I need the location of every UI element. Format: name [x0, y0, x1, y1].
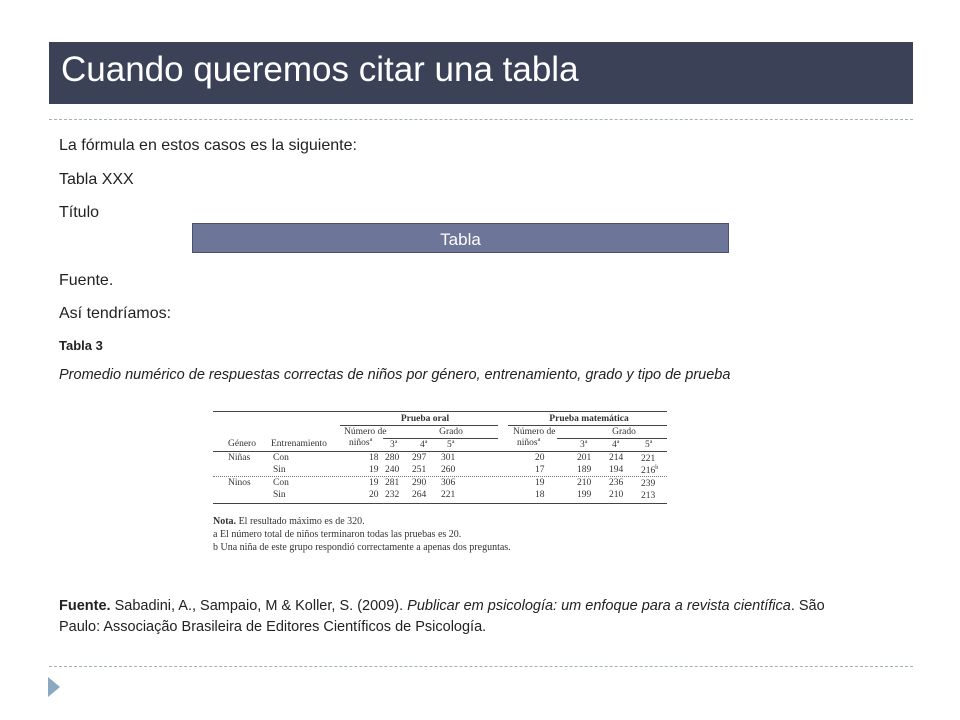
cell-n-oral: 19	[369, 478, 379, 488]
intro-text: La fórmula en estos casos es la siguiente:	[59, 137, 357, 154]
header-grado-mat: Grado	[612, 427, 636, 437]
cell-n-oral: 18	[369, 453, 379, 463]
cell-mat-4: 210	[609, 490, 624, 500]
group-header-oral: Prueba oral	[400, 414, 450, 424]
cell-mat-3: 210	[577, 478, 592, 488]
cell-entrenamiento: Sin	[273, 465, 286, 475]
group-header-mat: Prueba matemática	[549, 414, 629, 424]
cell-entrenamiento: Con	[273, 478, 289, 488]
header-mat-3: 3ª	[580, 440, 588, 450]
header-oral-3: 3ª	[390, 440, 398, 450]
cell-mat-4: 214	[609, 453, 624, 463]
oral-grado-rule	[383, 438, 498, 439]
header-numero-oral-1: Número de	[344, 427, 387, 437]
titulo-text: Título	[59, 204, 100, 221]
cell-n-mat: 18	[535, 490, 545, 500]
header-oral-5: 5ª	[447, 440, 455, 450]
source-authors: Sabadini, A., Sampaio, M & Koller, S. (2009).	[110, 598, 408, 614]
header-entrenamiento: Entrenamiento	[271, 439, 327, 449]
cell-n-mat: 19	[535, 478, 545, 488]
top-divider	[49, 119, 913, 120]
cell-oral-4: 297	[412, 453, 427, 463]
cell-oral-3: 281	[385, 478, 400, 488]
note-main: Nota. El resultado máximo es de 320.	[213, 516, 365, 527]
fuente-text: Fuente.	[59, 272, 114, 289]
note-b: b Una niña de este grupo respondió correctamente a apenas dos preguntas.	[213, 542, 511, 553]
cell-mat-5: 216$^b$	[641, 465, 659, 477]
bottom-divider	[49, 666, 913, 667]
tabla-xxx-text: Tabla XXX	[59, 171, 134, 188]
source-title: Publicar em psicología: um enfoque para a revista científica	[407, 598, 791, 614]
header-grado-oral: Grado	[439, 427, 463, 437]
group-separator-rule	[213, 476, 667, 477]
table-title: Promedio numérico de respuestas correctas de niños por género, entrenamiento, grado y tipo de prueba	[59, 367, 731, 383]
note-a: a El número total de niños terminaron todas las pruebas es 20.	[213, 529, 462, 540]
table-notes	[213, 516, 511, 555]
triangle-bullet-icon	[48, 677, 60, 697]
table-bottom-rule	[213, 503, 667, 504]
cell-mat-4: 194	[609, 465, 624, 475]
cell-n-mat: 20	[535, 453, 545, 463]
header-mat-4: 4ª	[612, 440, 620, 450]
oral-group-rule	[340, 425, 498, 426]
mat-group-rule	[508, 425, 667, 426]
cell-n-oral: 20	[369, 490, 379, 500]
results-table	[213, 408, 667, 504]
cell-mat-3: 201	[577, 453, 592, 463]
source-reference	[59, 596, 859, 638]
cell-n-mat: 17	[535, 465, 545, 475]
cell-oral-3: 240	[385, 465, 400, 475]
header-numero-mat-1: Número de	[513, 427, 556, 437]
slide-title: Cuando queremos citar una tabla	[61, 50, 579, 89]
header-bottom-rule	[213, 451, 667, 452]
cell-mat-4: 236	[609, 478, 624, 488]
cell-oral-3: 232	[385, 490, 400, 500]
source-label: Fuente.	[59, 598, 111, 614]
cell-genero: Niñas	[228, 453, 251, 463]
table-top-rule	[213, 411, 667, 412]
cell-mat-3: 199	[577, 490, 592, 500]
header-genero: Género	[228, 439, 256, 449]
cell-mat-5: 213	[641, 491, 656, 502]
header-numero-oral-2: niños$^a$	[349, 437, 373, 449]
cell-oral-4: 251	[412, 465, 427, 475]
cell-n-oral: 19	[369, 465, 379, 475]
source-rest: . São Paulo: Associação Brasileira de Editores Científicos de Psicología.	[59, 598, 825, 635]
cell-oral-5: 260	[441, 465, 456, 475]
cell-mat-3: 189	[577, 465, 592, 475]
tabla-placeholder-label: Tabla	[440, 230, 481, 249]
cell-oral-3: 280	[385, 453, 400, 463]
cell-mat-5: 221	[641, 454, 656, 465]
cell-entrenamiento: Con	[273, 453, 289, 463]
tabla-placeholder-box	[192, 223, 729, 253]
cell-oral-5: 301	[441, 453, 456, 463]
table-number: Tabla 3	[59, 338, 103, 353]
header-numero-mat-2: niños$^a$	[517, 437, 541, 449]
cell-oral-4: 290	[412, 478, 427, 488]
header-oral-4: 4ª	[420, 440, 428, 450]
cell-genero: Ninos	[228, 478, 251, 488]
mat-grado-rule	[557, 438, 667, 439]
cell-oral-5: 221	[441, 490, 456, 500]
cell-entrenamiento: Sin	[273, 490, 286, 500]
title-bar	[49, 42, 913, 104]
header-mat-5: 5ª	[645, 440, 653, 450]
cell-oral-4: 264	[412, 490, 427, 500]
cell-oral-5: 306	[441, 478, 456, 488]
asi-tendriamos-text: Así tendríamos:	[59, 305, 172, 322]
cell-mat-5: 239	[641, 479, 656, 490]
